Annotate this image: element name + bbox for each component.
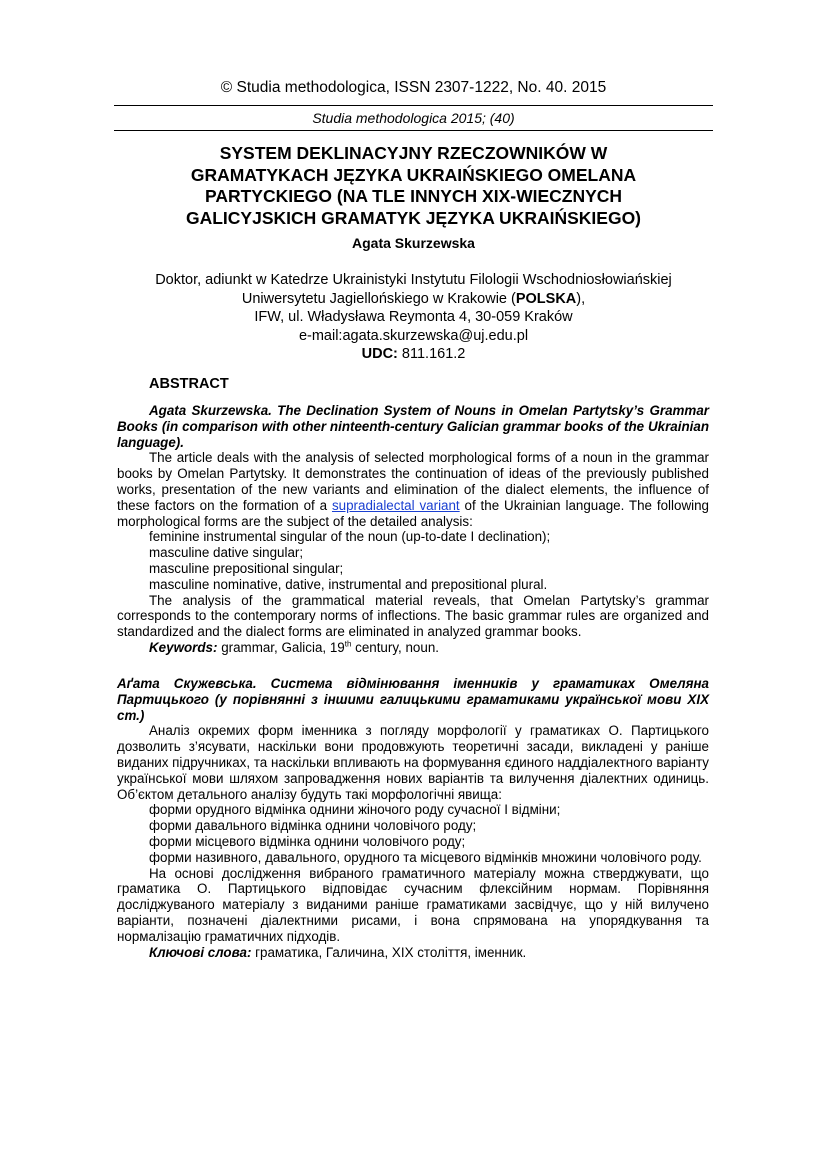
abstract-heading: ABSTRACT: [149, 376, 229, 392]
english-text: of the Ukrainian language. The following morphological forms are the subject of the detailed analysis:: [117, 497, 709, 529]
english-abstract: [117, 403, 709, 656]
ukrainian-paragraph: На основі дослідження вибраного граматичного матеріалу можна стверджувати, що граматика О. Партицького відповідає сучасним флексійним нормам. Порівняння досліджуваного матеріалу з виданими раніше граматиками засвідчує, що у ній вилучено варіанти, позначені діалектними рисами, і вона спрямована на упорядкування та нормалізацію граматичних підходів.: [117, 865, 709, 944]
article-title: [114, 143, 713, 229]
affiliation-line: [114, 290, 713, 309]
english-abstract-title: Agata Skurzewska. The Declination System of Nouns in Omelan Partytsky’s Grammar Books (in comparison with other ninteenth-century Galician grammar books of the Ukrainian language).: [117, 403, 709, 450]
author-email: e-mail:agata.skurzewska@uj.edu.pl: [298, 327, 529, 344]
udc-line: [114, 345, 713, 364]
english-keywords: [117, 640, 709, 656]
affiliation-punct: ),: [576, 290, 586, 307]
list-item: форми місцевого відмінка однини чоловічого роду;: [149, 833, 466, 849]
list-item: masculine dative singular;: [149, 545, 304, 561]
journal-issue: Studia methodologica 2015; (40): [312, 110, 515, 126]
keywords-text: grammar, Galicia, 19: [217, 639, 345, 655]
list-item: форми давального відмінка однини чоловічого роду;: [149, 818, 477, 834]
ukrainian-keywords: [117, 945, 709, 961]
affiliation-country: POLSKA: [515, 290, 577, 307]
keywords-label: Ключові слова:: [149, 944, 252, 960]
affiliation-address: IFW, ul. Władysława Reymonta 4, 30-059 Kraków: [254, 309, 573, 325]
header-rule-bottom: [114, 130, 713, 131]
keywords-superscript: th: [344, 639, 352, 649]
keywords-label: Keywords:: [149, 639, 218, 655]
affiliation-line: Doktor, adiunkt w Katedrze Ukrainistyki Instytutu Filologii Wschodniosłowiańskiej: [155, 272, 672, 288]
udc-label: UDC:: [361, 346, 398, 362]
udc-value: 811.161.2: [397, 346, 466, 362]
title-line: GRAMATYKACH JĘZYKA UKRAIŃSKIEGO OMELANA: [190, 164, 637, 185]
english-paragraph: [117, 450, 709, 529]
list-item: masculine prepositional singular;: [149, 560, 344, 576]
ukrainian-abstract-title: Аґата Скужевська. Система відмінювання іменників у граматиках Омеляна Партицького (у порівнянні з іншими галицькими граматиками української мови ХІХ ст.): [117, 676, 709, 723]
header-rule-top: [114, 105, 713, 106]
title-line: GALICYJSKICH GRAMATYK JĘZYKA UKRAIŃSKIEGO): [185, 207, 642, 228]
list-item: masculine nominative, dative, instrumental and prepositional plural.: [149, 576, 548, 592]
list-item: форми називного, давального, орудного та місцевого відмінків множини чоловічого роду.: [149, 849, 702, 865]
keywords-text: century, noun.: [351, 639, 439, 655]
english-text: The article deals with the analysis of selected morphological forms of a noun in the grammar books by Omelan Partytsky. It demonstrates the continuation of ideas of the previously published works, presentation of the new variants and elimination of the dialect elements, the influence of these factors on the formation of a: [117, 450, 709, 513]
supradialectal-variant-link[interactable]: supradialectal variant: [331, 497, 460, 513]
journal-citation: © Studia methodologica, ISSN 2307-1222, No. 40. 2015: [220, 79, 607, 96]
english-paragraph: The analysis of the grammatical material reveals, that Omelan Partytsky’s grammar corresponds to the contemporary norms of inflections. The basic grammar rules are organized and standardized and the dialect forms are eliminated in analyzed grammar books.: [117, 592, 709, 640]
title-line: PARTYCKIEGO (NA TLE INNYCH XIX-WIECZNYCH: [204, 186, 623, 206]
keywords-text: граматика, Галичина, ХІХ століття, іменник.: [251, 944, 527, 960]
ukrainian-paragraph: Аналіз окремих форм іменника з погляду морфології у граматиках О. Партицького дозволить з’ясувати, наскільки вони продовжують теоретичні засади, викладені у раніше виданих підручниках, та наскільки впливають на формування єдиного наддіалектного варіанту української мови шляхом запровадження нових варіантів та вилучення діалектних одиниць. Об’єктом детального аналізу будуть такі морфологічні явища:: [117, 723, 709, 802]
title-line: SYSTEM DEKLINACYJNY RZECZOWNIKÓW W: [219, 143, 608, 163]
author-name: Agata Skurzewska: [352, 235, 475, 251]
affiliation-university: Uniwersytetu Jagiellońskiego w Krakowie (: [241, 290, 516, 307]
ukrainian-abstract: [117, 676, 709, 960]
author-affiliation: [114, 271, 713, 364]
list-item: feminine instrumental singular of the noun (up-to-date I declination);: [149, 529, 551, 545]
list-item: форми орудного відмінка однини жіночого роду сучасної І відміни;: [149, 802, 561, 818]
